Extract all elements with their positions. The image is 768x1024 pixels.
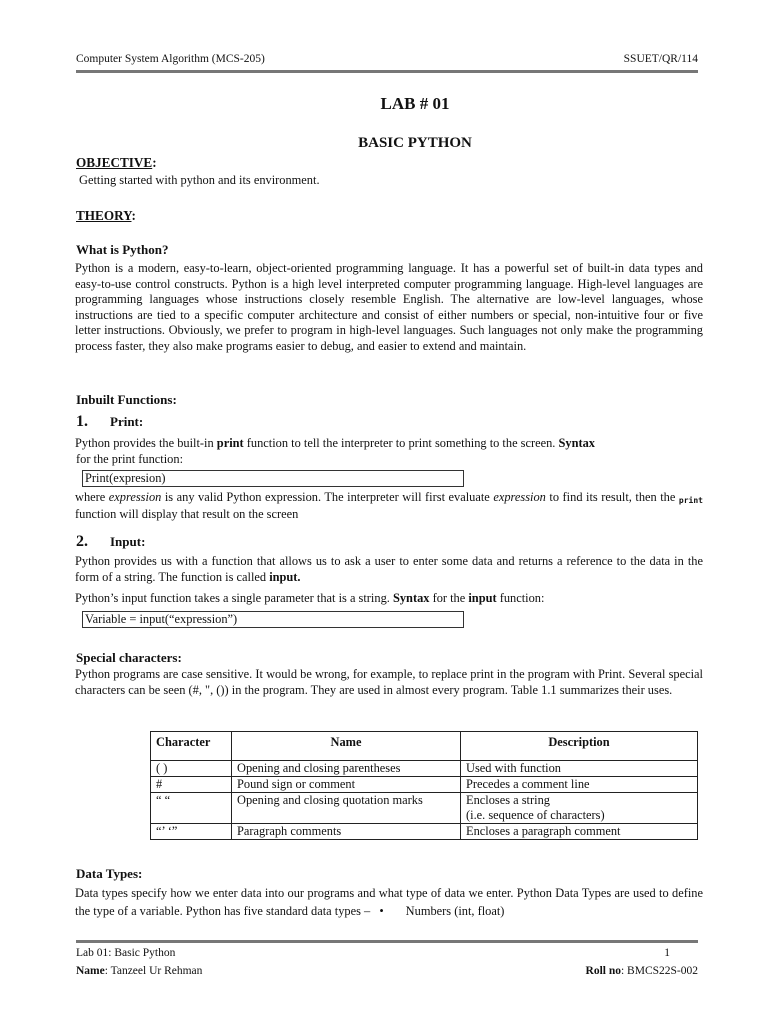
objective-heading: OBJECTIVE:	[76, 155, 157, 170]
main-title: BASIC PYTHON	[358, 135, 472, 151]
table-cell: Opening and closing quotation marks	[232, 793, 461, 824]
print-description: Python provides the built-in print function to tell the interpreter to print something to the screen. Syntax	[75, 436, 595, 450]
input-syntax-box: Variable = input(“expression”)	[82, 611, 464, 628]
lab-title: LAB # 01	[380, 94, 450, 113]
table-row	[151, 761, 698, 777]
table-cell: “ “	[151, 793, 232, 824]
footer-rule	[76, 940, 698, 943]
footer-lab-title: Lab 01: Basic Python	[76, 947, 176, 959]
theory-heading: THEORY:	[76, 208, 136, 223]
table-row	[151, 793, 698, 824]
table-header-row	[151, 732, 698, 761]
table-header-name: Name	[232, 732, 461, 761]
objective-text: Getting started with python and its environment.	[79, 173, 320, 187]
input-syntax-label: Python’s input function takes a single parameter that is a string. Syntax for the input function:	[75, 591, 545, 605]
page-header	[76, 52, 698, 68]
special-characters-paragraph: Python programs are case sensitive. It would be wrong, for example, to replace print in the program with Print. Several special characters can be seen (#, ", ()) in the program. They are used in almost every program. Table 1.1 summarizes their uses.	[75, 667, 703, 697]
table-cell: “’ ‘”	[151, 824, 232, 840]
course-title: Computer System Algorithm (MCS-205)	[76, 53, 265, 65]
special-characters-table	[150, 731, 698, 840]
table-row	[151, 777, 698, 793]
table-cell: Encloses a paragraph comment	[461, 824, 698, 840]
table-cell: Pound sign or comment	[232, 777, 461, 793]
table-cell: ( )	[151, 761, 232, 777]
document-code: SSUET/QR/114	[623, 53, 698, 65]
table-cell: Precedes a comment line	[461, 777, 698, 793]
table-header-description: Description	[461, 732, 698, 761]
data-types-paragraph: Data types specify how we enter data into our programs and what type of data we enter. Python Data Types are used to define the type of a variable. Python has five standard data types – • Numbers (int, float)	[75, 886, 703, 918]
special-characters-heading: Special characters:	[76, 650, 182, 665]
table-header-character: Character	[151, 732, 232, 761]
print-syntax-box: Print(expresion)	[82, 470, 464, 487]
table-cell: Paragraph comments	[232, 824, 461, 840]
what-is-python-paragraph: Python is a modern, easy-to-learn, object-oriented programming language. It has a powerful set of built-in data types and easy-to-use control constructs. Python is a high level interpreted computer programming language. High-level languages are programming languages whose instructions closely resemble English. The alternative are low-level languages, whose instructions are tied to a specific computer architecture and consist of either numbers or special, non-intuitive four or five letter instructions. Obviously, we prefer to program in high-level languages. Such languages not only make the programming process faster, they also make programs easier to debug, and easier to extend and maintain.	[75, 261, 703, 353]
inbuilt-functions-heading: Inbuilt Functions:	[76, 392, 177, 407]
header-rule	[76, 70, 698, 73]
input-section-title: 2. Input:	[76, 533, 146, 550]
print-syntax-label: for the print function:	[76, 452, 184, 466]
table-row	[151, 824, 698, 840]
table-cell: Encloses a string (i.e. sequence of characters)	[461, 793, 698, 824]
student-name: Name: Tanzeel Ur Rehman	[76, 965, 203, 977]
student-info	[76, 964, 698, 980]
data-types-heading: Data Types:	[76, 866, 143, 881]
input-description: Python provides us with a function that allows us to ask a user to enter some data and returns a reference to the data in the form of a string. The function is called input.	[75, 554, 703, 584]
page-footer	[76, 946, 698, 962]
what-is-python-heading: What is Python?	[76, 242, 169, 257]
table-cell: #	[151, 777, 232, 793]
roll-number: Roll no: BMCS22S-002	[585, 965, 698, 977]
bullet-icon: •	[379, 904, 384, 918]
print-explanation: where expression is any valid Python expression. The interpreter will first evaluate expression to find its result, then the print function will display that result on the screen	[75, 490, 703, 521]
table-cell: Opening and closing parentheses	[232, 761, 461, 777]
table-cell: Used with function	[461, 761, 698, 777]
page-number: 1	[664, 947, 670, 959]
print-section-title: 1. Print:	[76, 413, 144, 430]
